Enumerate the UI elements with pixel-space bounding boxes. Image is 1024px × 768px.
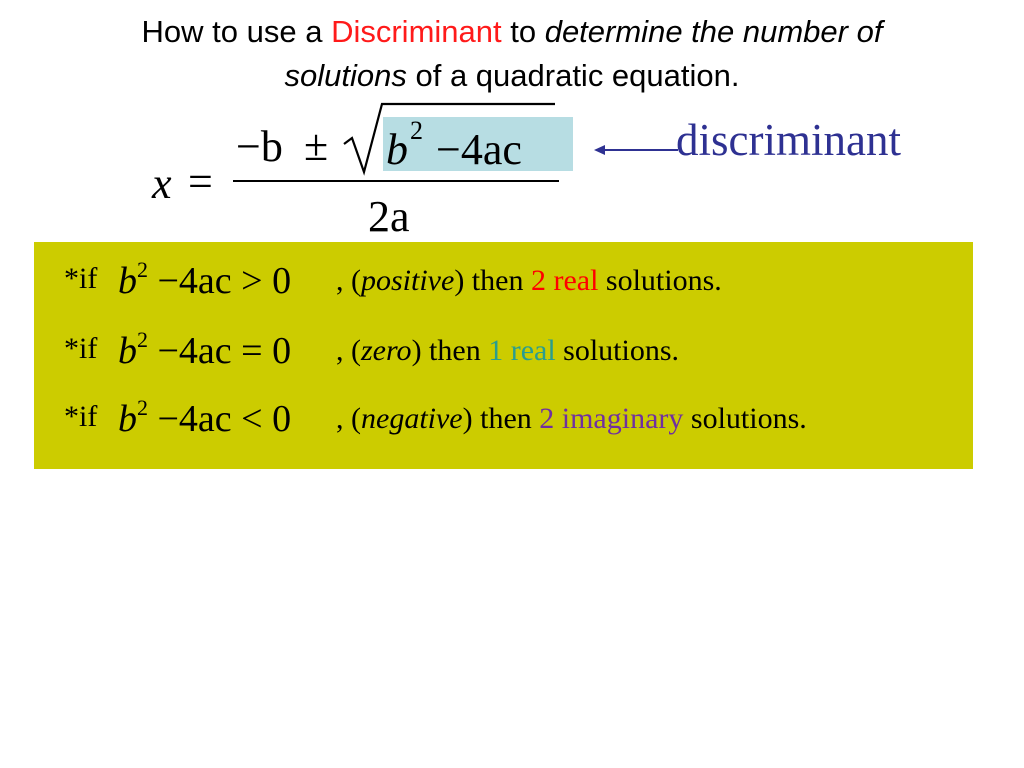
fraction-bar [233, 180, 559, 182]
radicand-exponent: 2 [410, 116, 423, 145]
title-italic-1: determine the number of [544, 14, 883, 49]
case-prefix: *if [64, 262, 98, 295]
case-prefix: *if [64, 332, 98, 365]
case-row-positive [34, 250, 973, 310]
formula-equals: = [188, 157, 213, 206]
formula-lhs-x: x [152, 159, 172, 208]
case-description: , (negative) then 2 imaginary solutions. [336, 402, 807, 435]
case-row-negative [34, 388, 973, 448]
case-row-zero [34, 320, 973, 380]
discriminant-label: discriminant [676, 115, 901, 165]
case-description: , (positive) then 2 real solutions. [336, 264, 722, 297]
case-expression: $b^2 -4ac > 0$ [118, 257, 292, 302]
case-description: , (zero) then 1 real solutions. [336, 334, 680, 367]
page-title [0, 10, 1024, 98]
cases-box [34, 242, 973, 469]
case-expression: $b^2 -4ac < 0$ [118, 395, 292, 440]
title-text-1: How to use a [141, 14, 332, 49]
radicand-b: b [386, 125, 408, 174]
formula-denominator: 2a [368, 192, 410, 241]
formula-neg-b: −b [236, 122, 283, 171]
title-italic-2: solutions [284, 58, 407, 93]
title-discriminant-word: Discriminant [331, 14, 502, 49]
title-text-2: to [501, 14, 545, 49]
arrow-icon [592, 140, 682, 160]
case-expression: $b^2 -4ac = 0$ [118, 327, 292, 372]
title-text-3: of a quadratic equation. [406, 58, 740, 93]
case-prefix: *if [64, 400, 98, 433]
formula-plusminus: ± [304, 121, 329, 170]
radicand-rest: −4ac [436, 125, 522, 174]
